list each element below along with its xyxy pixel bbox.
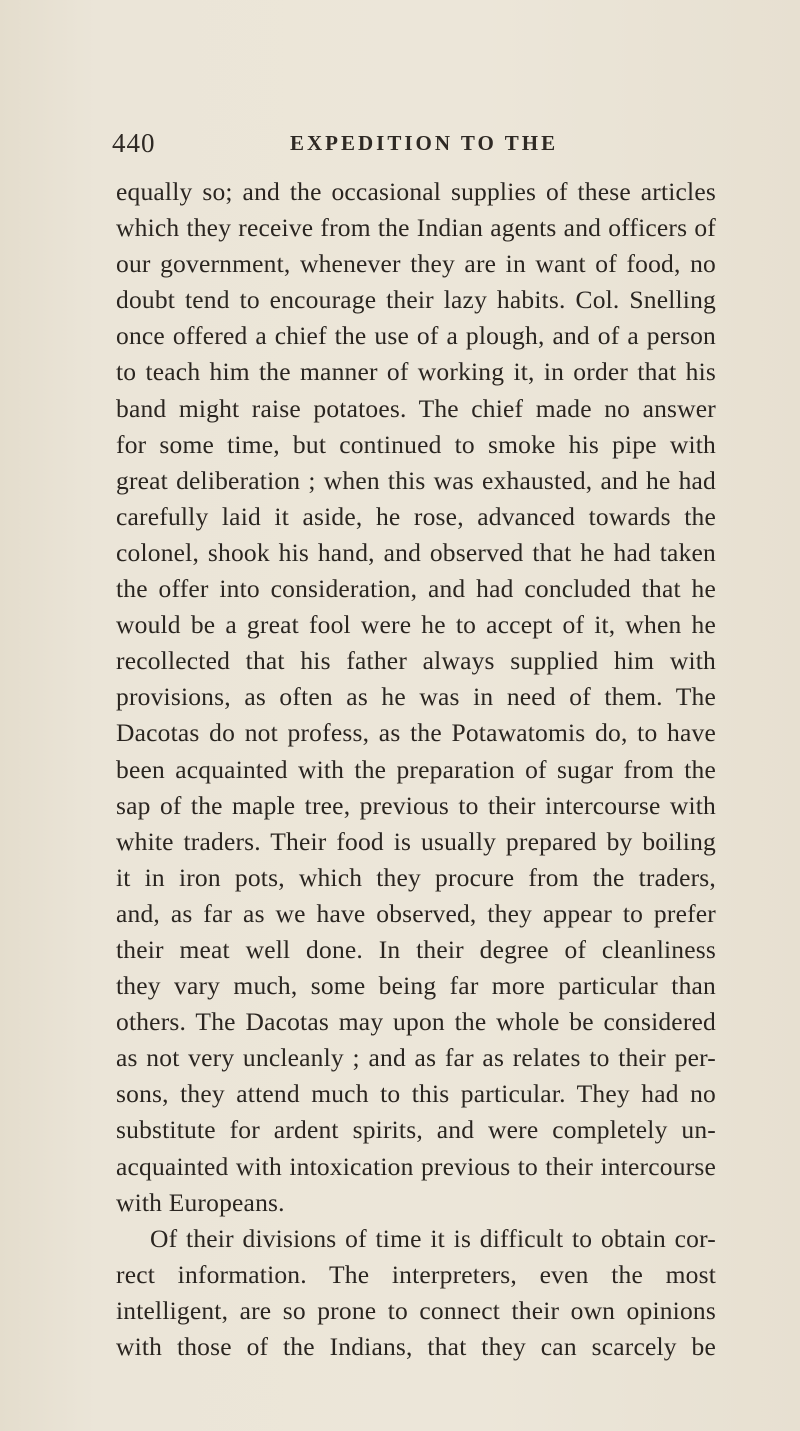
text-line: our government, whenever they are in want of food, no <box>116 249 716 279</box>
text-line: sons, they attend much to this particular. They had no <box>116 1079 716 1109</box>
text-line: doubt tend to encourage their lazy habits. Col. Snelling <box>116 285 716 315</box>
running-title: EXPEDITION TO THE <box>290 131 559 155</box>
text-line: their meat well done. In their degree of cleanliness <box>116 934 716 964</box>
text-line: been acquainted with the preparation of sugar from the <box>116 754 716 784</box>
text-line: as not very uncleanly ; and as far as relates to their per- <box>116 1043 716 1073</box>
text-line: rect information. The interpreters, even the most <box>116 1259 716 1289</box>
text-line: would be a great fool were he to accept of it, when he <box>116 610 716 640</box>
text-line: sap of the maple tree, previous to their intercourse with <box>116 790 716 820</box>
running-header <box>112 128 712 158</box>
text-line: for some time, but continued to smoke his pipe with <box>116 429 716 459</box>
text-line: white traders. Their food is usually prepared by boiling <box>116 826 716 856</box>
text-line: and, as far as we have observed, they appear to prefer <box>116 898 716 928</box>
text-line: which they receive from the Indian agents and officers of <box>116 213 716 243</box>
text-line-paragraph-end: with Europeans. <box>116 1187 285 1217</box>
text-line: intelligent, are so prone to connect their own opinions <box>116 1295 716 1325</box>
text-line: colonel, shook his hand, and observed that he had taken <box>116 537 716 567</box>
text-line: band might raise potatoes. The chief made no answer <box>116 393 716 423</box>
text-line: recollected that his father always supplied him with <box>116 646 716 676</box>
text-line: Dacotas do not profess, as the Potawatomis do, to have <box>116 718 716 748</box>
text-line-paragraph-start: Of their divisions of time it is difficult to obtain cor- <box>150 1223 716 1253</box>
body-text <box>116 174 716 1365</box>
text-line: provisions, as often as he was in need of them. The <box>116 682 716 712</box>
text-line: substitute for ardent spirits, and were completely un- <box>116 1115 716 1145</box>
text-line: carefully laid it aside, he rose, advanced towards the <box>116 501 716 531</box>
text-line: great deliberation ; when this was exhausted, and he had <box>116 465 716 495</box>
text-line: to teach him the manner of working it, in order that his <box>116 357 716 387</box>
text-line: they vary much, some being far more particular than <box>116 971 716 1001</box>
text-line: it in iron pots, which they procure from the traders, <box>116 862 716 892</box>
text-line: others. The Dacotas may upon the whole be considered <box>116 1007 716 1037</box>
text-line: the offer into consideration, and had concluded that he <box>116 574 716 604</box>
text-line: acquainted with intoxication previous to their intercourse <box>116 1151 716 1181</box>
text-line: with those of the Indians, that they can scarcely be <box>116 1332 716 1361</box>
page-number: 440 <box>112 128 156 158</box>
text-line: equally so; and the occasional supplies of these articles <box>116 177 716 206</box>
text-line: once offered a chief the use of a plough, and of a person <box>116 321 716 351</box>
